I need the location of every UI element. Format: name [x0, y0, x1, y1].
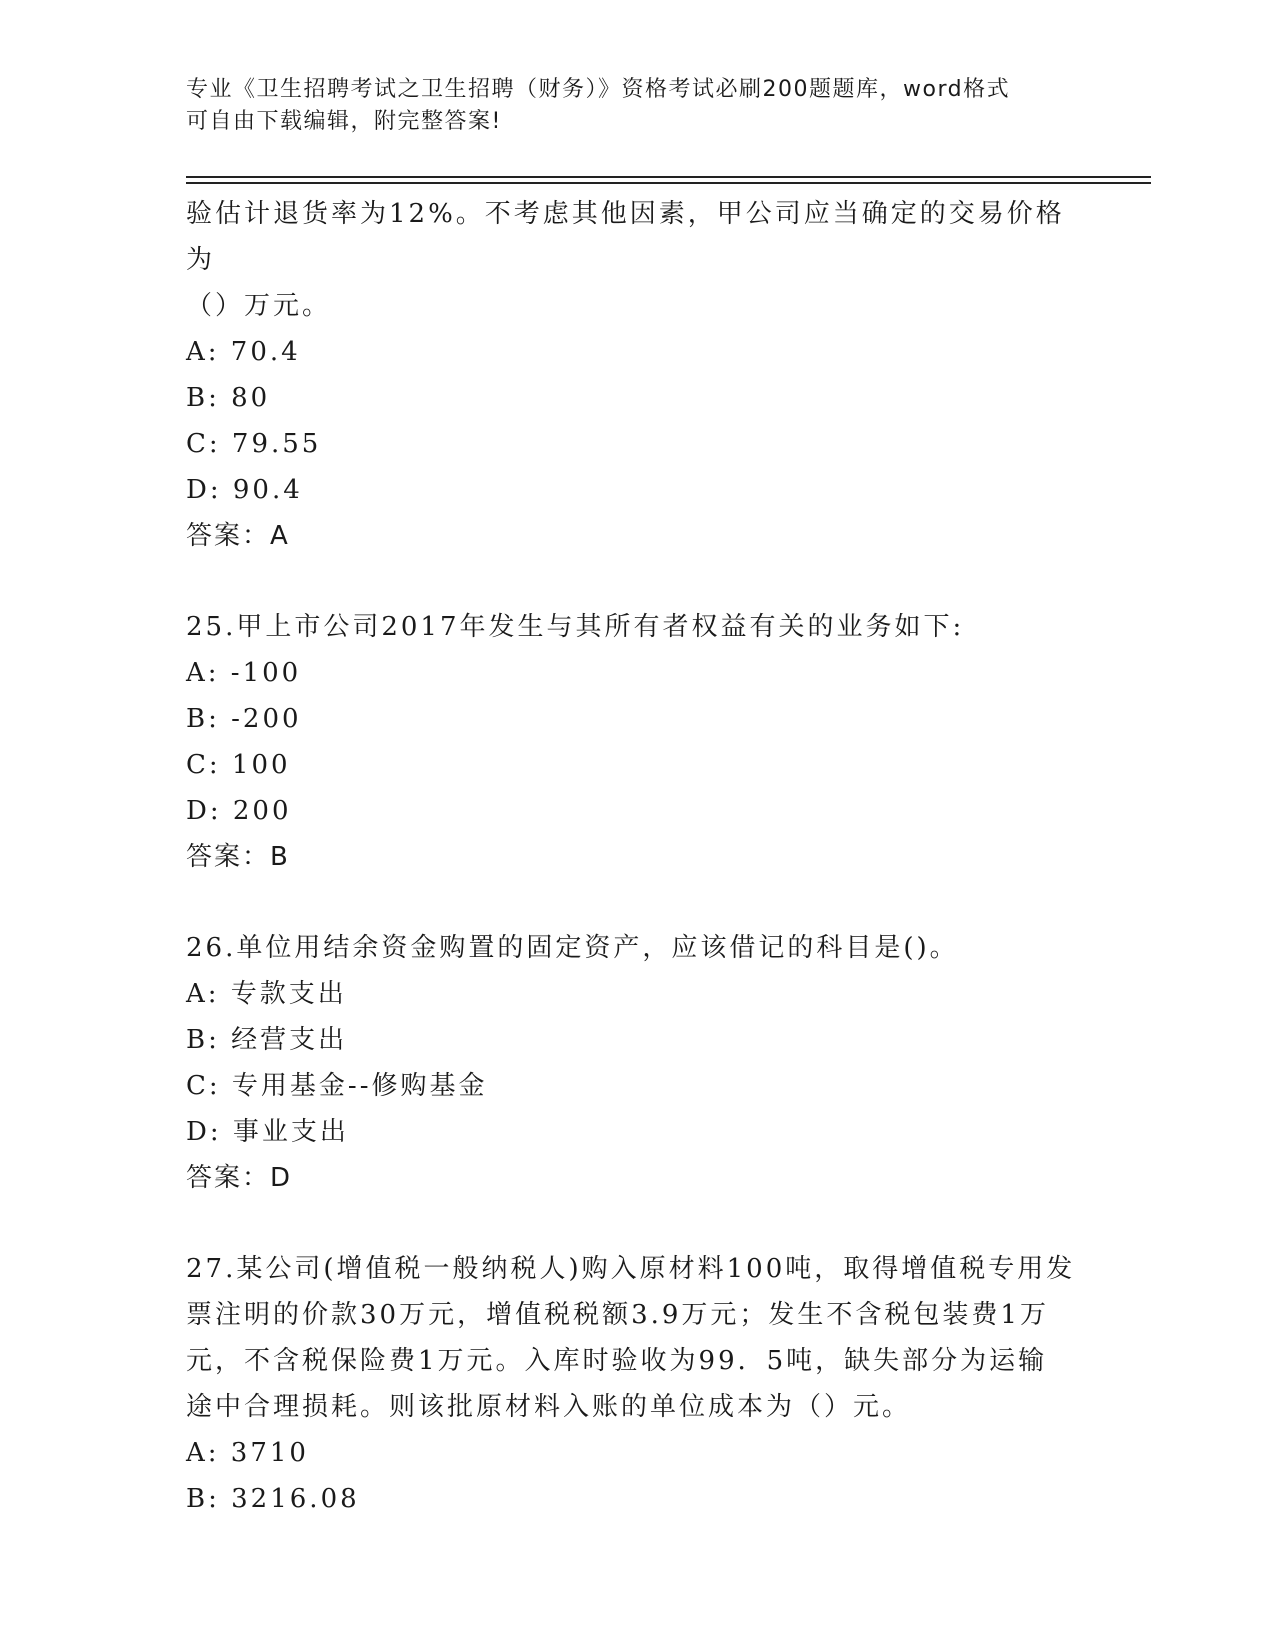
spacer	[186, 559, 1086, 604]
question-26-option-a: A: 专款支出	[186, 979, 347, 1009]
question-25-option-c: C: 100	[186, 750, 291, 780]
question-26-option-b: B: 经营支出	[186, 1025, 348, 1055]
question-24-option-c: C: 79.55	[186, 429, 322, 459]
question-27-text-line-4: 途中合理损耗。则该批原材料入账的单位成本为（）元。	[186, 1392, 912, 1422]
question-27-option-a: A: 3710	[186, 1438, 309, 1468]
spacer	[186, 1201, 1086, 1246]
question-25-text-line-1: 25.甲上市公司2017年发生与其所有者权益有关的业务如下:	[186, 612, 965, 642]
header-divider-bottom	[186, 182, 1151, 184]
question-27-text-line-3: 元，不含税保险费1万元。入库时验收为99．5吨，缺失部分为运输	[186, 1346, 1048, 1376]
question-content	[186, 191, 1086, 1522]
question-24	[186, 191, 1086, 559]
document-header	[186, 74, 1076, 138]
header-title-line-2: 可自由下载编辑，附完整答案!	[186, 109, 502, 134]
question-25-option-d: D: 200	[186, 796, 292, 826]
question-24-answer: 答案：A	[186, 521, 290, 551]
question-27-text-line-1: 27.某公司(增值税一般纳税人)购入原材料100吨，取得增值税专用发	[186, 1254, 1076, 1284]
question-26	[186, 925, 1086, 1201]
question-25-answer: 答案：B	[186, 842, 290, 872]
question-27-text-line-2: 票注明的价款30万元，增值税税额3.9万元；发生不含税包装费1万	[186, 1300, 1049, 1330]
question-26-option-d: D: 事业支出	[186, 1117, 349, 1147]
header-title-line-1: 专业《卫生招聘考试之卫生招聘（财务）》资格考试必刷200题题库，word格式	[186, 77, 1011, 102]
header-divider-top	[186, 176, 1151, 178]
question-24-text-line-2: （）万元。	[186, 291, 332, 321]
question-26-option-c: C: 专用基金--修购基金	[186, 1071, 488, 1101]
question-24-option-a: A: 70.4	[186, 337, 301, 367]
question-27-option-b: B: 3216.08	[186, 1484, 360, 1514]
question-24-option-b: B: 80	[186, 383, 271, 413]
question-26-text-line-1: 26.单位用结余资金购置的固定资产，应该借记的科目是()。	[186, 933, 959, 963]
question-24-text-line-1: 验估计退货率为12%。不考虑其他因素，甲公司应当确定的交易价格为	[186, 199, 1065, 275]
question-25-option-b: B: -200	[186, 704, 302, 734]
question-25-option-a: A: -100	[186, 658, 302, 688]
spacer	[186, 880, 1086, 925]
question-25	[186, 604, 1086, 880]
question-24-option-d: D: 90.4	[186, 475, 303, 505]
question-27	[186, 1246, 1086, 1522]
question-26-answer: 答案：D	[186, 1163, 293, 1193]
